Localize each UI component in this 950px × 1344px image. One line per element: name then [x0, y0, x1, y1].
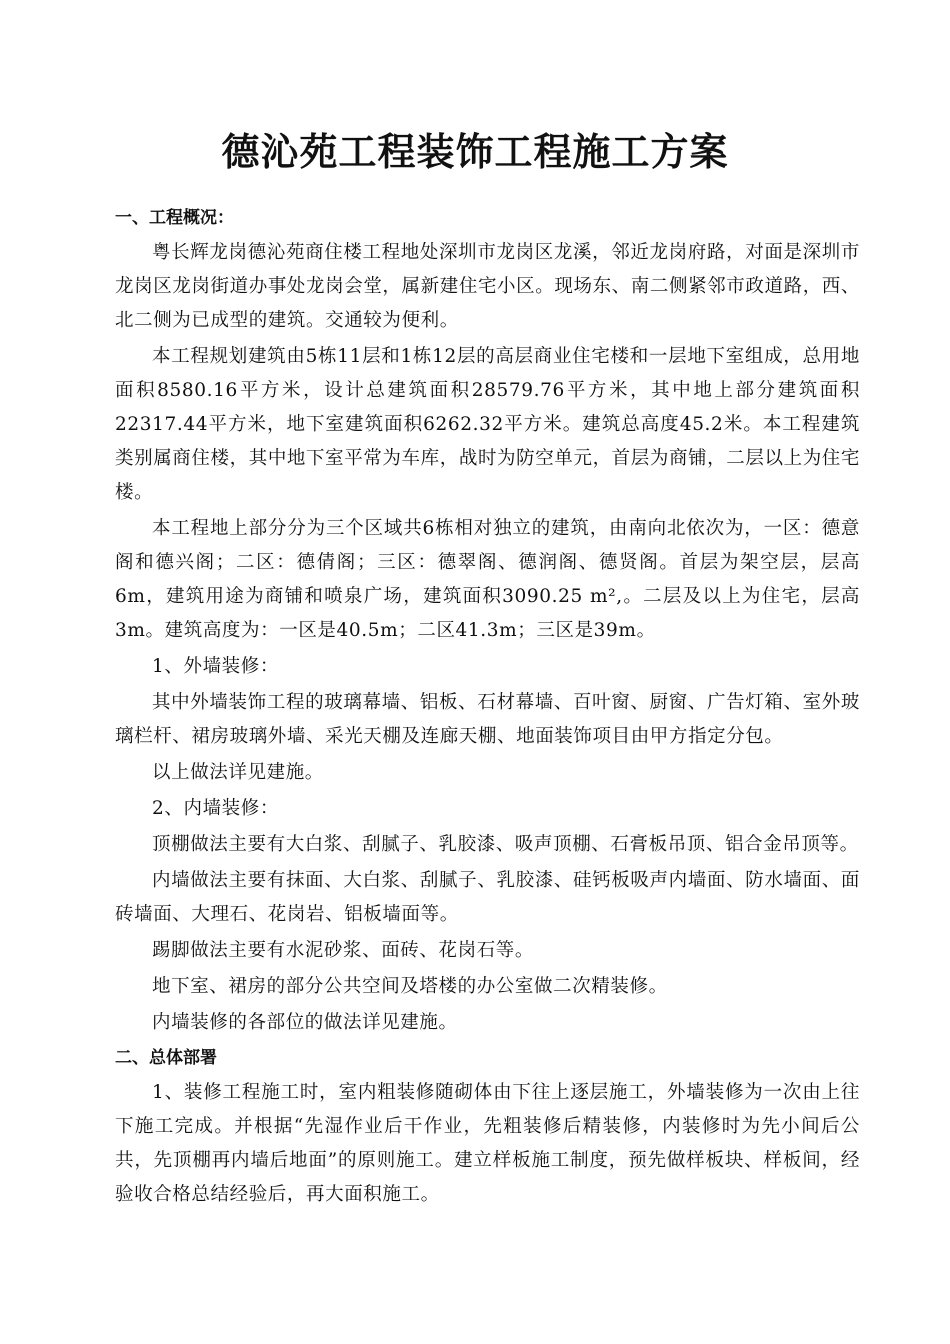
paragraph: 本工程地上部分分为三个区域共6栋相对独立的建筑，由南向北依次为，一区：德意阁和德兴阁；二区：德倩阁；三区：德翠阁、德润阁、德贤阁。首层为架空层，层高6m，建筑用途为商铺和喷泉广场，建筑面积3090.25 m²,。二层及以上为住宅，层高3m。建筑高度为：一区是40.5m；二区41.3m；三区是39m。: [115, 518, 860, 641]
section-heading-deployment: 二、总体部署: [115, 1048, 217, 1068]
paragraph: 踢脚做法主要有水泥砂浆、面砖、花岗石等。: [152, 940, 535, 961]
paragraph: 本工程规划建筑由5栋11层和1栋12层的高层商业住宅楼和一层地下室组成，总用地面积8580.16平方米，设计总建筑面积28579.76平方米，其中地上部分建筑面积22317.44平方米，地下室建筑面积6262.32平方米。建筑总高度45.2米。本工程建筑类别属商住楼，其中地下室平常为车库，战时为防空单元，首层为商铺，二层以上为住宅楼。: [115, 346, 860, 503]
paragraph: 以上做法详见建施。: [152, 762, 324, 783]
document-body: [115, 202, 860, 1214]
paragraph: 地下室、裙房的部分公共空间及塔楼的办公室做二次精装修。: [152, 976, 668, 997]
subheading-interior-wall: 2、内墙装修：: [152, 798, 279, 819]
paragraph: 粤长辉龙岗德沁苑商住楼工程地处深圳市龙岗区龙溪，邻近龙岗府路，对面是深圳市龙岗区龙岗街道办事处龙岗会堂，属新建住宅小区。现场东、南二侧紧邻市政道路，西、北二侧为已成型的建筑。交通较为便利。: [115, 242, 860, 331]
paragraph: 内墙装修的各部位的做法详见建施。: [152, 1012, 458, 1033]
subheading-exterior-wall: 1、外墙装修：: [152, 656, 279, 677]
paragraph: 其中外墙装饰工程的玻璃幕墙、铝板、石材幕墙、百叶窗、厨窗、广告灯箱、室外玻璃栏杆、裙房玻璃外墙、采光天棚及连廊天棚、地面装饰项目由甲方指定分包。: [115, 692, 860, 747]
document-title: 德沁苑工程装饰工程施工方案: [221, 130, 729, 174]
section-heading-overview: 一、工程概况：: [115, 208, 234, 228]
paragraph: 1、装修工程施工时，室内粗装修随砌体由下往上逐层施工，外墙装修为一次由上往下施工完成。并根据“先湿作业后干作业，先粗装修后精装修，内装修时为先小间后公共，先顶棚再内墙后地面”的原则施工。建立样板施工制度，预先做样板块、样板间，经验收合格总结经验后，再大面积施工。: [115, 1082, 860, 1205]
paragraph: 顶棚做法主要有大白浆、刮腻子、乳胶漆、吸声顶棚、石膏板吊顶、铝合金吊顶等。: [152, 834, 859, 855]
paragraph: 内墙做法主要有抹面、大白浆、刮腻子、乳胶漆、硅钙板吸声内墙面、防水墙面、面砖墙面、大理石、花岗岩、铝板墙面等。: [115, 870, 860, 925]
